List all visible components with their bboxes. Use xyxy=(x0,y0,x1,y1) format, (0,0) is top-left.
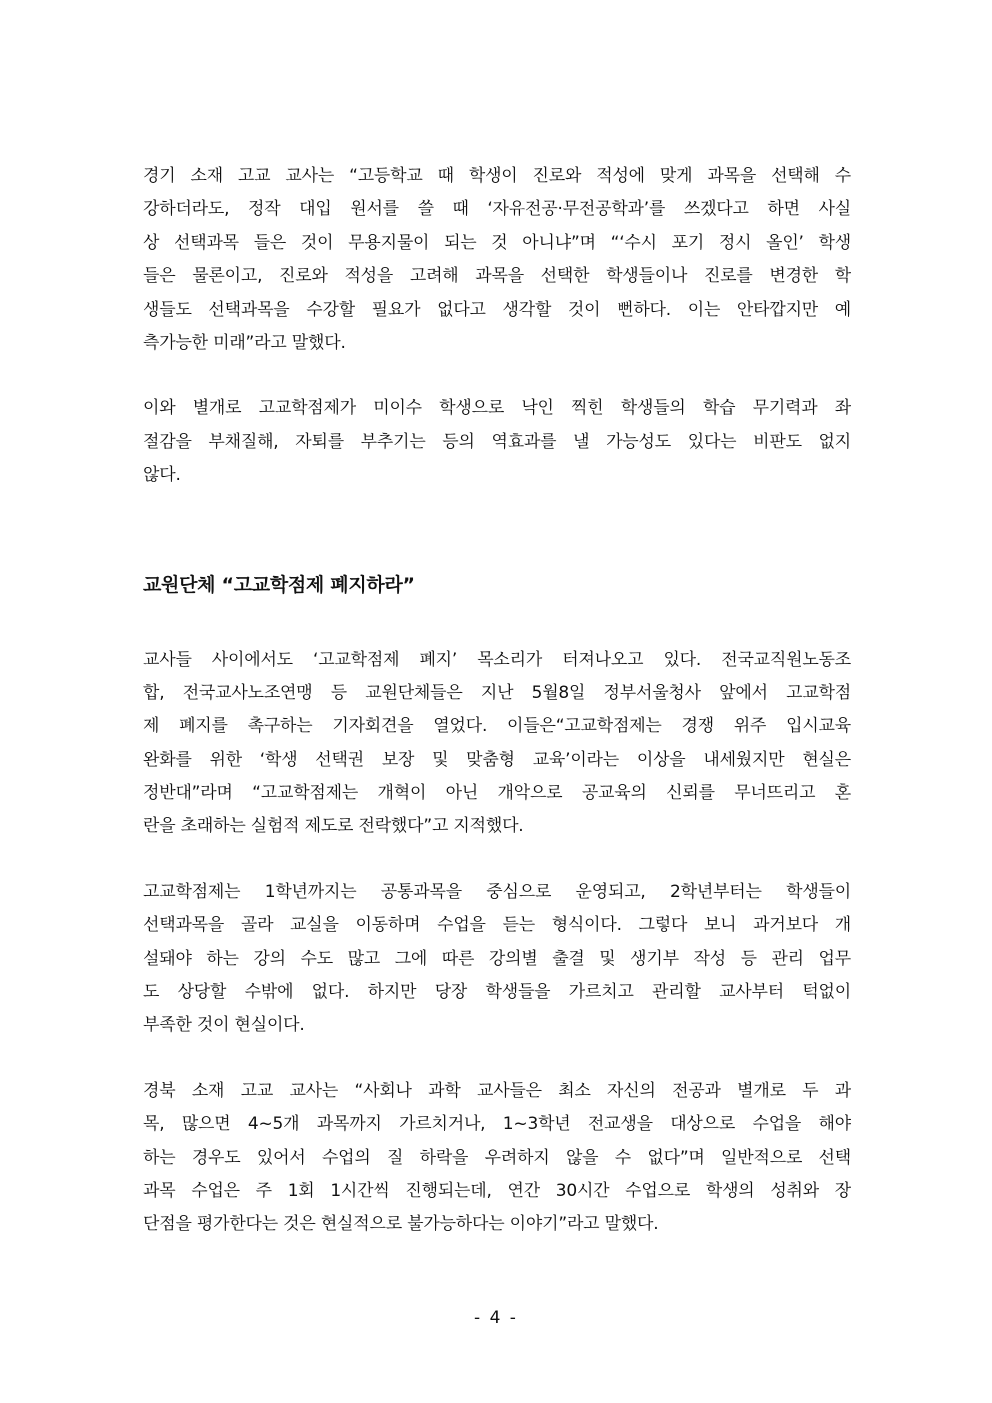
paragraph-line: 측가능한 미래”라고 말했다. xyxy=(143,332,346,353)
paragraph-line: 고교학점제는 1학년까지는 공통과목을 중심으로 운영되고, 2학년부터는 학생들이 xyxy=(143,881,851,902)
paragraph-line: 합, 전국교사노조연맹 등 교원단체들은 지난 5월8일 정부서울청사 앞에서 고교학점 xyxy=(143,682,851,703)
paragraph-line: 하는 경우도 있어서 수업의 질 하락을 우려하지 않을 수 없다”며 일반적으로 선택 xyxy=(143,1147,851,1168)
paragraph-line: 부족한 것이 현실이다. xyxy=(143,1015,305,1036)
paragraph-line: 이와 별개로 고교학점제가 미이수 학생으로 낙인 찍힌 학생들의 학습 무기력과 좌 xyxy=(143,398,851,419)
paragraph-line: 생들도 선택과목을 수강할 필요가 없다고 생각할 것이 뻔하다. 이는 안타깝지만 예 xyxy=(143,299,851,320)
paragraph-line: 강하더라도, 정작 대입 원서를 쓸 때 ‘자유전공·무전공학과’를 쓰겠다고 하면 사실 xyxy=(143,199,851,220)
paragraph-line: 교사들 사이에서도 ‘고교학점제 폐지’ 목소리가 터져나오고 있다. 전국교직원노동조 xyxy=(143,649,851,670)
paragraph-line: 단점을 평가한다는 것은 현실적으로 불가능하다는 이야기”라고 말했다. xyxy=(143,1214,659,1235)
paragraph-2 xyxy=(143,392,851,492)
paragraph-line: 제 폐지를 촉구하는 기자회견을 열었다. 이들은“고교학점제는 경쟁 위주 입시교육 xyxy=(143,716,851,737)
paragraph-line: 경북 소재 고교 교사는 “사회나 과학 교사들은 최소 자신의 전공과 별개로 두 과 xyxy=(143,1080,851,1101)
page-number: - 4 - xyxy=(474,1308,518,1328)
section-heading: 교원단체 “고교학점제 폐지하라” xyxy=(143,573,415,596)
paragraph-line: 선택과목을 골라 교실을 이동하며 수업을 듣는 형식이다. 그렇다 보니 과거보다 개 xyxy=(143,915,851,936)
paragraph-line: 과목 수업은 주 1회 1시간씩 진행되는데, 연간 30시간 수업으로 학생의 성취와 장 xyxy=(143,1180,851,1201)
paragraph-line: 않다. xyxy=(143,465,181,486)
paragraph-line: 란을 초래하는 실험적 제도로 전락했다”고 지적했다. xyxy=(143,816,524,837)
paragraph-line: 들은 물론이고, 진로와 적성을 고려해 과목을 선택한 학생들이나 진로를 변경한 학 xyxy=(143,266,851,287)
paragraph-3 xyxy=(143,644,851,844)
paragraph-line: 경기 소재 고교 교사는 “고등학교 때 학생이 진로와 적성에 맞게 과목을 선택해 수 xyxy=(143,166,851,186)
paragraph-5 xyxy=(143,1075,851,1242)
paragraph-line: 절감을 부채질해, 자퇴를 부추기는 등의 역효과를 낼 가능성도 있다는 비판도 없지 xyxy=(143,431,851,452)
paragraph-line: 도 상당할 수밖에 없다. 하지만 당장 학생들을 가르치고 관리할 교사부터 턱없이 xyxy=(143,982,851,1003)
paragraph-4 xyxy=(143,876,851,1043)
paragraph-line: 목, 많으면 4~5개 과목까지 가르치거나, 1~3학년 전교생을 대상으로 수업을 해야 xyxy=(143,1114,851,1135)
paragraph-line: 상 선택과목 들은 것이 무용지물이 되는 것 아니냐”며 “‘수시 포기 정시 올인’ 학생 xyxy=(143,232,851,253)
paragraph-1 xyxy=(143,160,851,360)
paragraph-line: 정반대”라며 “고교학점제는 개혁이 아닌 개악으로 공교육의 신뢰를 무너뜨리고 혼 xyxy=(143,783,851,804)
paragraph-line: 설돼야 하는 강의 수도 많고 그에 따른 강의별 출결 및 생기부 작성 등 관리 업무 xyxy=(143,948,851,969)
article-body xyxy=(143,160,851,1242)
paragraph-line: 완화를 위한 ‘학생 선택권 보장 및 맞춤형 교육’이라는 이상을 내세웠지만 현실은 xyxy=(143,749,851,770)
